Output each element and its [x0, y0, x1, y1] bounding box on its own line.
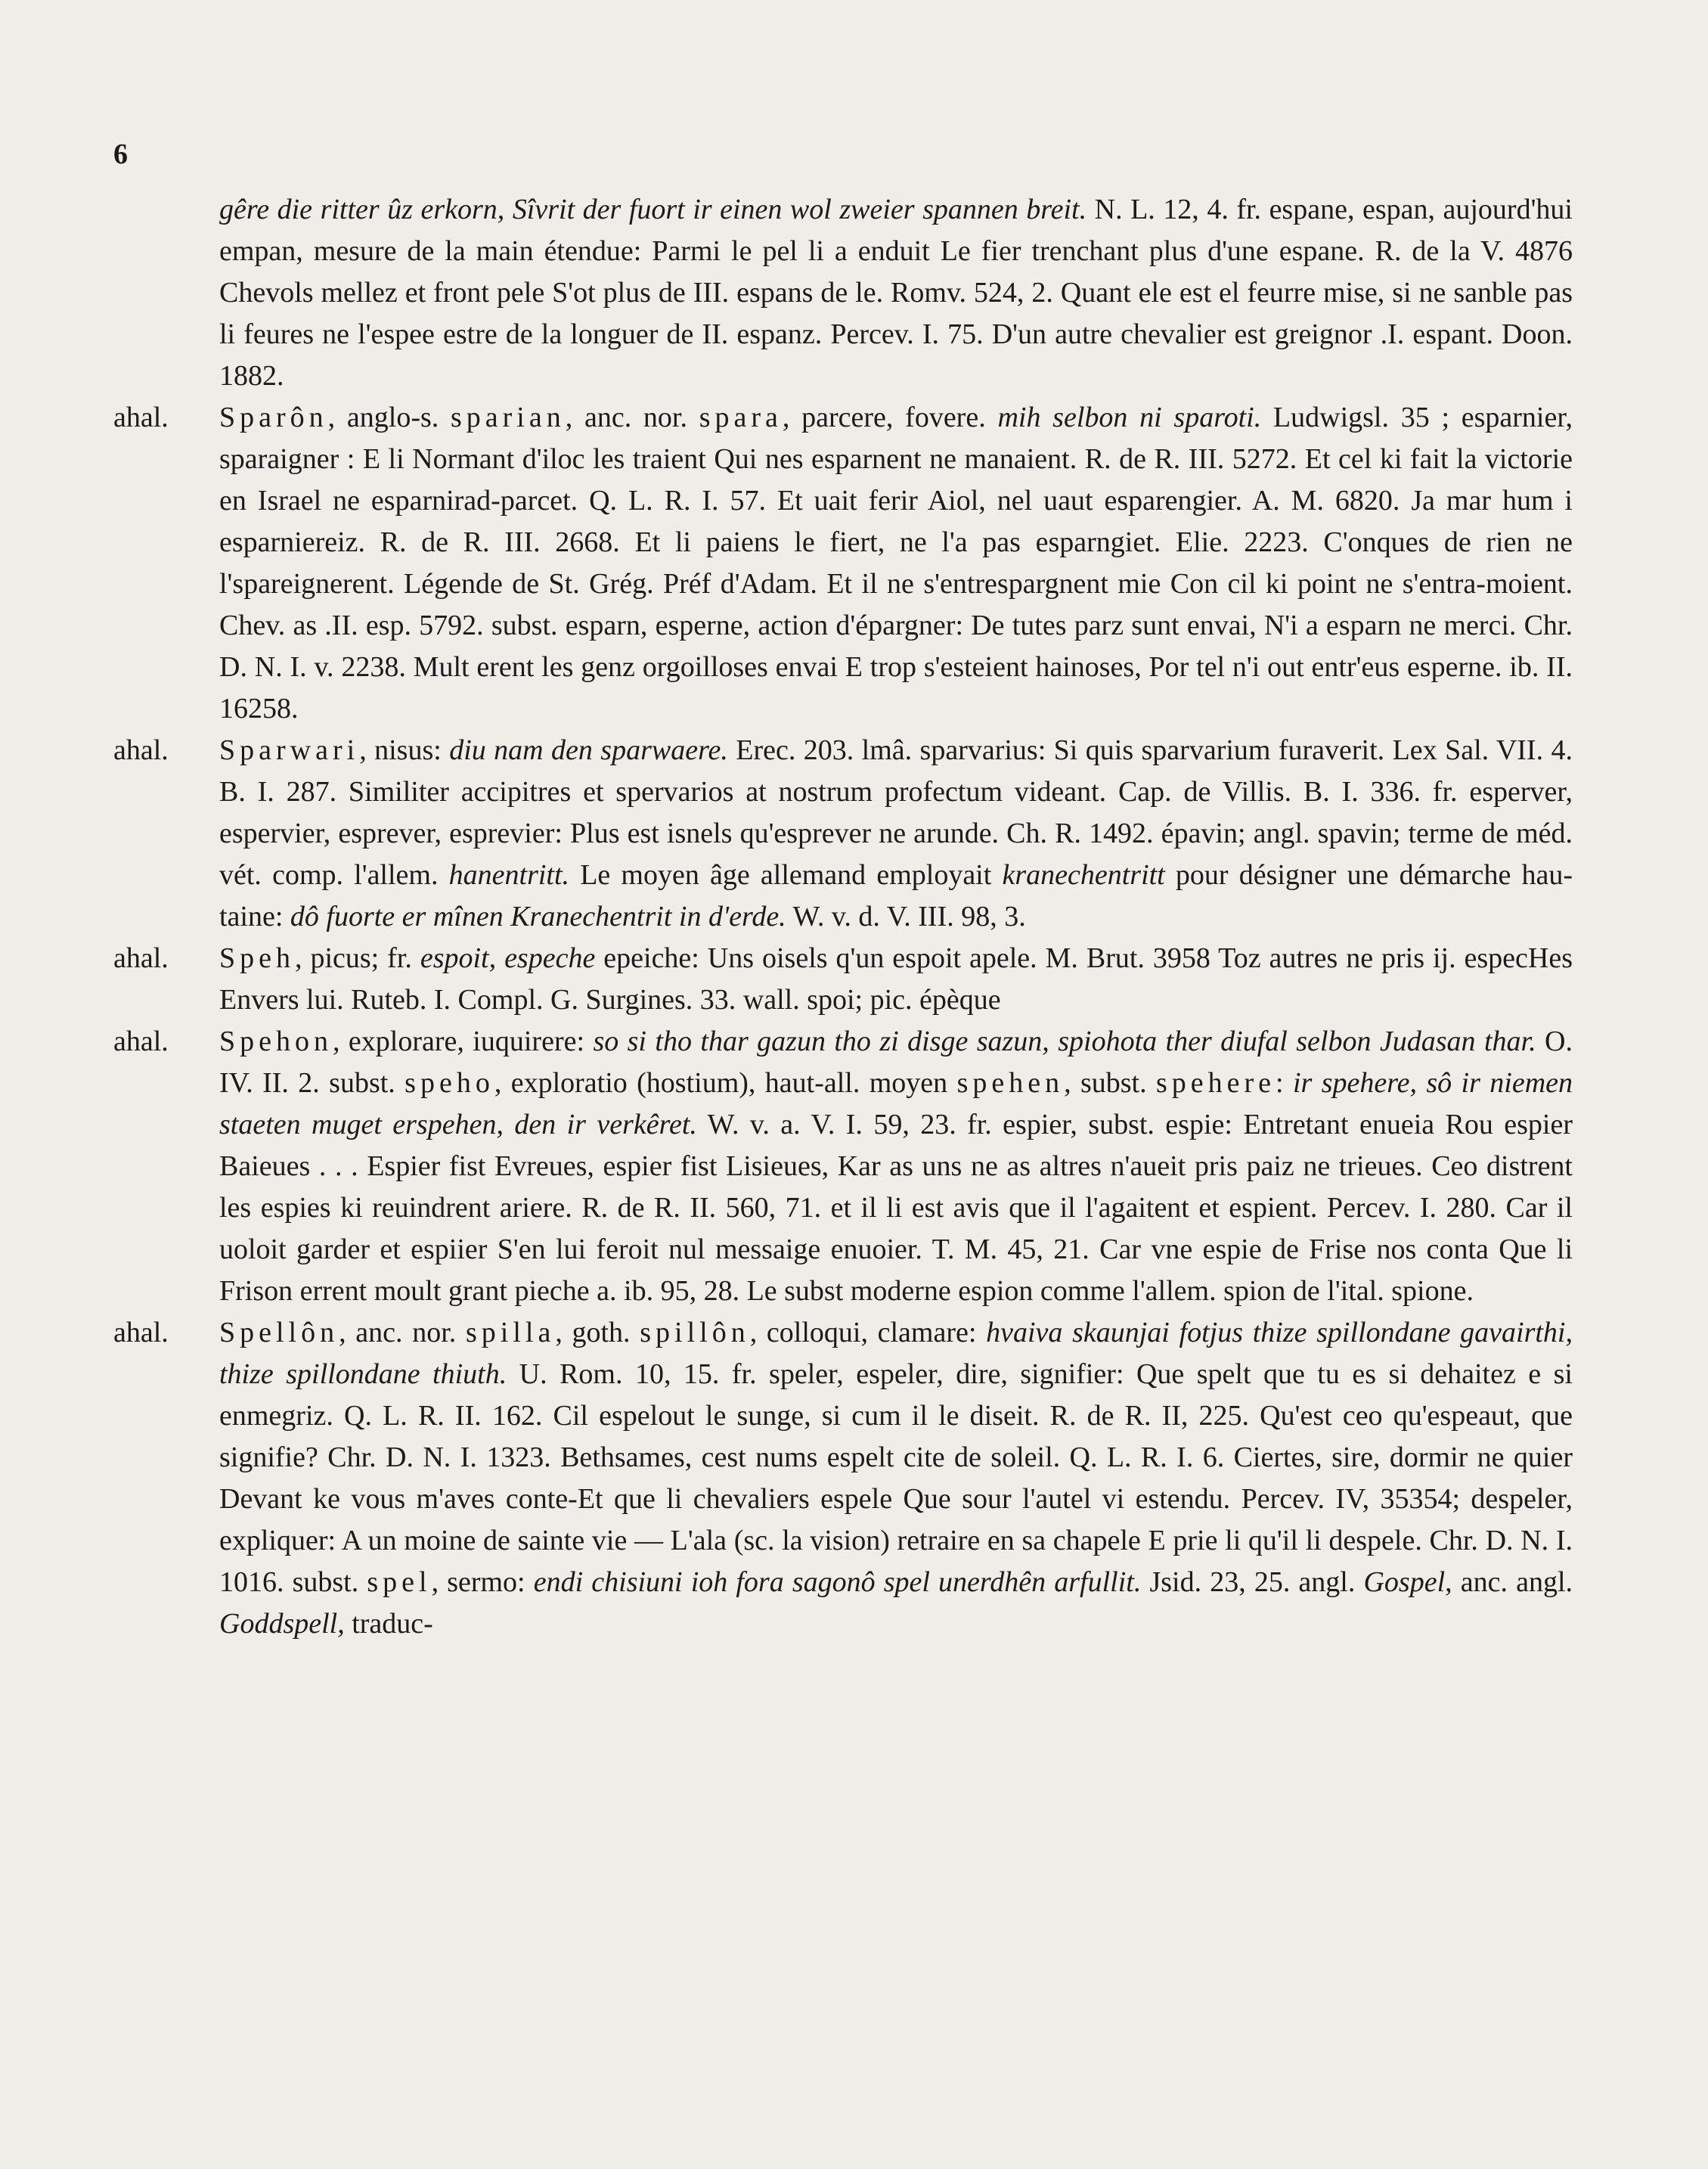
entry-text: Jsid. 23, 25. angl. — [1141, 1566, 1364, 1598]
citation-quote: diu nam den sparwaere. — [449, 734, 728, 766]
entry-text: : — [1276, 1067, 1293, 1099]
entry-text: , anglo-s. — [327, 402, 451, 433]
citation-quote: gêre die ritter ûz erkorn, Sîvrit der fuort ir einen wol zweier spannen breit. — [219, 194, 1087, 225]
entry-text: Erec. 203. lmâ. sparvarius: Si quis sparvarium furaverit. Lex Sal. VII. 4. B. I. 287. Similiter accipitres et spervarios at nostrum profectum videant. Cap. de Villis. B. I. 336. fr. esperver, espervier, esprever, esprevier: Plus est isnels qu'esprever ne arunde. Ch. R. 1492. épavin; angl. spavin; terme de méd. vét. comp. l'allem. — [219, 734, 1573, 891]
entry-language-label: ahal. — [113, 1317, 169, 1348]
entry-text: , picus; fr. — [295, 942, 420, 974]
dictionary-entry — [113, 938, 1573, 1021]
entry-text: , nisus: — [359, 734, 450, 766]
citation-quote: hanentritt. — [448, 859, 570, 891]
dictionary-entry — [113, 397, 1573, 730]
citation-quote: Goddspell, — [219, 1608, 345, 1640]
entry-language-label: ahal. — [113, 402, 169, 433]
headword: speho — [405, 1067, 494, 1099]
entry-text: , goth. — [555, 1317, 640, 1348]
entry-text: pour désigner une démarche hau-taine: — [219, 859, 1573, 932]
headword: spel — [367, 1566, 432, 1598]
entry-body — [219, 730, 1573, 938]
headword: spillôn — [640, 1317, 750, 1348]
entry-text: , colloqui, clamare: — [749, 1317, 987, 1348]
citation-quote: hvaiva skaunjai fotjus thize spillondane gavairthi, thize spillondane thiuth. — [219, 1317, 1573, 1390]
entry-text: , sermo: — [431, 1566, 534, 1598]
headword: spara — [699, 402, 783, 433]
entry-language-label: ahal. — [113, 734, 169, 766]
entry-language-label: ahal. — [113, 942, 169, 974]
dictionary-entry — [113, 730, 1573, 938]
citation-quote: espoit, espeche — [420, 942, 596, 974]
entry-text: , subst. — [1064, 1067, 1156, 1099]
citation-quote: Gospel — [1363, 1566, 1446, 1598]
entry-text: epeiche: Uns oisels q'un espoit apele. M. Brut. 3958 Toz autres ne pris ij. especHes Envers lui. Ruteb. I. Compl. G. Surgines. 33. wall. spoi; pic. épèque — [219, 942, 1573, 1016]
headword: Sparôn — [219, 402, 328, 433]
page-number: 6 — [113, 138, 128, 170]
headword: Spehon — [219, 1026, 333, 1057]
entry-text: Ludwigsl. 35 ; esparnier, sparaigner : E li Normant d'iloc les traient Qui nes esparnent ne manaient. R. de R. III. 5272. Et cel ki fait la victorie en Israel ne esparnirad-parcet. Q. L. R. I. 57. Et uait ferir Aiol, nel uaut esparengier. A. M. 6820. Ja mar hum i esparniereiz. R. de R. III. 2668. Et li paiens le fiert, ne l'a pas esparngiet. Elie. 2223. C'onques de rien ne l'spareignerent. Légende de St. Grég. Préf d'Adam. Et il ne s'entrespargnent mie Con cil ki point ne s'entra-moient. Chev. as .II. esp. 5792. subst. esparn, esperne, action d'épargner: De tutes parz sunt envai, N'i a esparn ne merci. Chr. D. N. I. v. 2238. Mult erent les genz orgoilloses envai E trop s'esteient hainoses, Por tel n'i out entr'eus esperne. ib. II. 16258. — [219, 402, 1573, 725]
dictionary-entry — [113, 189, 1573, 397]
entry-text: , explorare, iuquirere: — [333, 1026, 594, 1057]
entry-text: W. v. a. V. I. 59, 23. fr. espier, subst. espie: Entretant enueia Rou espier Baieues . . . Espier fist Evreues, espier fist Lisieues, Kar as uns ne as altres n'aueit pris paiz ne trieues. Ceo distrent les espies ki reuindrent ariere. R. de R. II. 560, 71. et il li est avis que il l'agaitent et espient. Percev. I. 280. Car il uoloit garder et espiier S'en lui feroit nul messaige enuoier. T. M. 45, 21. Car vne espie de Frise nos conta Que li Frison errent moult grant pieche a. ib. 95, 28. Le subst moderne espion comme l'allem. spion de l'ital. spione. — [219, 1109, 1573, 1307]
entry-text: , anc. nor. — [339, 1317, 466, 1348]
entry-text: , parcere, fovere. — [782, 402, 998, 433]
headword: Speh — [219, 942, 295, 974]
citation-quote: so si tho thar gazun tho zi disge sazun, spiohota ther diufal selbon Judasan thar. — [593, 1026, 1536, 1057]
citation-quote: ir spehere, sô ir niemen staeten muget erspehen, den ir verkêret. — [219, 1067, 1573, 1140]
entry-text: , exploratio (hostium), haut-all. moyen — [494, 1067, 957, 1099]
entry-text: , anc. angl. — [1445, 1566, 1573, 1598]
dictionary-entry — [113, 1312, 1573, 1645]
citation-quote: dô fuorte er mînen Kranechentrit in d'erde. — [290, 901, 786, 932]
entry-body — [219, 938, 1573, 1021]
headword: Spellôn — [219, 1317, 339, 1348]
entry-language-label: ahal. — [113, 1026, 169, 1057]
entry-body — [219, 189, 1573, 397]
entry-body — [219, 397, 1573, 730]
citation-quote: mih selbon ni sparoti. — [997, 402, 1262, 433]
entry-text: traduc- — [344, 1608, 433, 1640]
headword: spilla — [465, 1317, 556, 1348]
headword: sparian — [451, 402, 566, 433]
entry-text: O. IV. II. 2. subst. — [219, 1026, 1573, 1099]
dictionary-entries — [113, 189, 1573, 1645]
dictionary-entry — [113, 1021, 1573, 1312]
entry-body — [219, 1021, 1573, 1312]
entry-text: N. L. 12, 4. fr. espane, espan, aujourd'hui empan, mesure de la main étendue: Parmi le pel li a enduit Le fier trenchant plus d'une espane. R. de la V. 4876 Chevols mellez et front pele S'ot plus de III. espans de le. Romv. 524, 2. Quant ele est el feurre mise, si ne sanble pas li feures ne l'espee estre de la longuer de II. espanz. Percev. I. 75. D'un autre chevalier est greignor .I. espant. Doon. 1882. — [219, 194, 1573, 392]
entry-text: U. Rom. 10, 15. fr. speler, espeler, dire, signifier: Que spelt que tu es si dehaitez e si enmegriz. Q. L. R. II. 162. Cil espelout le sunge, si cum il le diseit. R. de R. II, 225. Qu'est ceo qu'espeaut, que signifie? Chr. D. N. I. 1323. Bethsames, cest nums espelt cite de soleil. Q. L. R. I. 6. Ciertes, sire, dormir ne quier Devant ke vous m'aves conte-Et que li chevaliers espele Que sour l'autel vi estendu. Percev. IV, 35354; despeler, expliquer: A un moine de sainte vie — L'ala (sc. la vision) retraire en sa chapele E prie li qu'il li despele. Chr. D. N. I. 1016. subst. — [219, 1358, 1573, 1598]
entry-body — [219, 1312, 1573, 1645]
headword: Sparwari — [219, 734, 360, 766]
entry-text: , anc. nor. — [565, 402, 699, 433]
citation-quote: kranechentritt — [1002, 859, 1165, 891]
citation-quote: endi chisiuni ioh fora sagonô spel unerdhên arfullit. — [533, 1566, 1142, 1598]
entry-text: Le moyen âge allemand employait — [569, 859, 1003, 891]
headword: spehere — [1156, 1067, 1276, 1099]
headword: spehen — [956, 1067, 1065, 1099]
entry-text: W. v. d. V. III. 98, 3. — [786, 901, 1026, 932]
